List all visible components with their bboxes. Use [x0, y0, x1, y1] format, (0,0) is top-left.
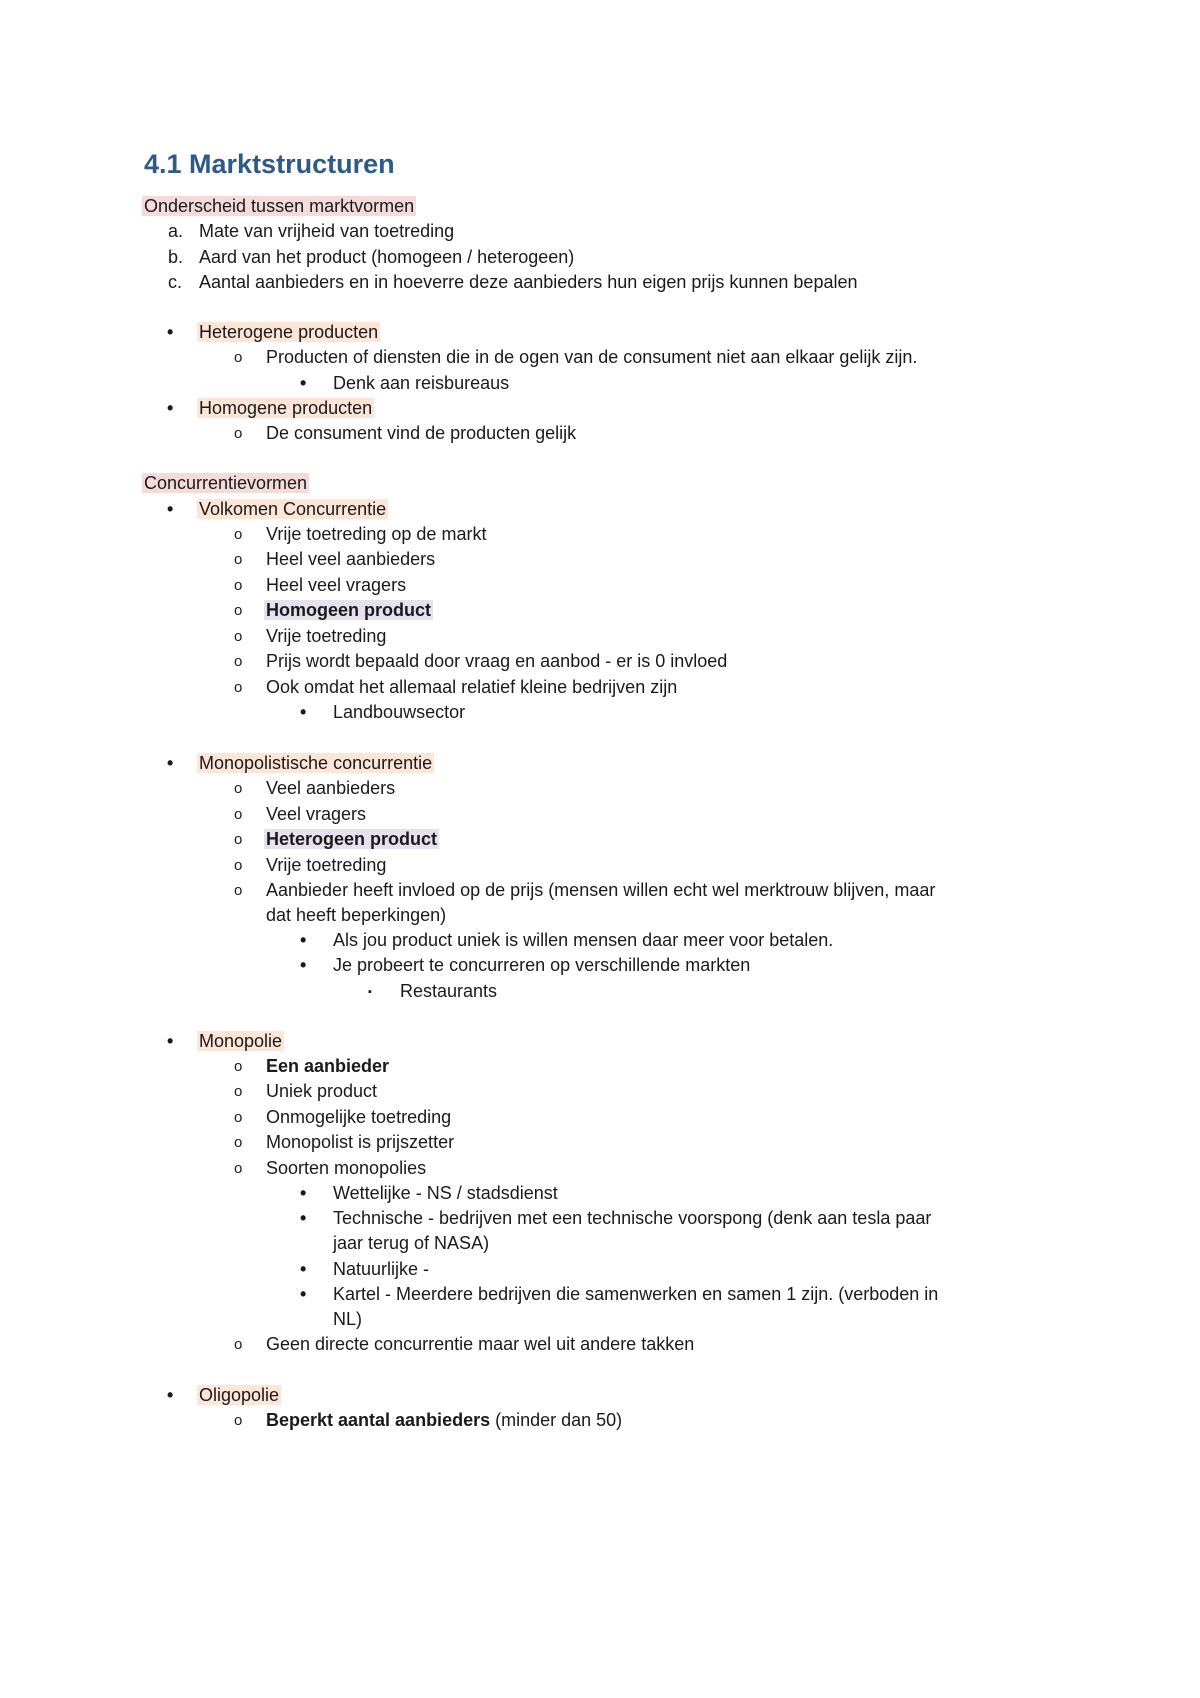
circle-marker: o: [234, 1109, 243, 1126]
circle-marker: o: [234, 1412, 243, 1429]
list-item: [0, 1407, 1200, 1434]
list-item: [0, 877, 1200, 904]
list-marker: a.: [168, 221, 184, 241]
topic-label: Monopolistische concurrentie: [199, 753, 433, 773]
section-heading-concurrentievormen: [144, 470, 309, 497]
bullet-marker: •: [167, 1385, 174, 1405]
highlighted-term: Homogeen product: [266, 600, 431, 620]
list-item-text: Aantal aanbieders en in hoeverre deze aanbieders hun eigen prijs kunnen bepalen: [199, 272, 858, 292]
list-item-text: Veel vragers: [266, 804, 367, 824]
circle-marker: o: [234, 526, 243, 543]
list-item-text: Heel veel aanbieders: [266, 549, 436, 569]
bullet-marker: •: [300, 1259, 307, 1279]
list-item: [0, 1256, 1200, 1283]
bullet-marker: •: [167, 499, 174, 519]
circle-marker: o: [234, 425, 243, 442]
highlighted-term: Heterogeen product: [266, 829, 438, 849]
list-item: [0, 420, 1200, 447]
list-item-text: Restaurants: [400, 981, 498, 1001]
circle-marker: o: [234, 349, 243, 366]
list-item-text: Denk aan reisbureaus: [333, 373, 510, 393]
list-item: [0, 852, 1200, 879]
list-item: [0, 952, 1200, 979]
circle-marker: o: [234, 628, 243, 645]
circle-marker: o: [234, 577, 243, 594]
list-item-continuation: [0, 902, 1200, 929]
list-item-text: Mate van vrijheid van toetreding: [199, 221, 455, 241]
list-item: [0, 699, 1200, 726]
list-item: [0, 244, 1200, 271]
list-item-continuation: [0, 1306, 1200, 1333]
list-item: [0, 269, 1200, 296]
bullet-marker: •: [300, 702, 307, 722]
list-item: [0, 674, 1200, 701]
list-item: [0, 1129, 1200, 1156]
list-item: [0, 521, 1200, 548]
list-item: [0, 826, 1200, 853]
list-item: [0, 572, 1200, 599]
list-item: [0, 1205, 1200, 1232]
list-item-text: De consument vind de producten gelijk: [266, 423, 577, 443]
topic-label: Oligopolie: [199, 1385, 280, 1405]
list-item-text: Een aanbieder: [266, 1056, 390, 1076]
list-item-text: Aard van het product (homogeen / heterogeen): [199, 247, 575, 267]
list-item-text: Heel veel vragers: [266, 575, 407, 595]
list-item-text: Ook omdat het allemaal relatief kleine bedrijven zijn: [266, 677, 678, 697]
bullet-marker: •: [300, 955, 307, 975]
list-item: [0, 1053, 1200, 1080]
circle-marker: o: [234, 653, 243, 670]
list-item-text: Onmogelijke toetreding: [266, 1107, 452, 1127]
circle-marker: o: [234, 831, 243, 848]
square-marker: ▪: [368, 986, 372, 998]
list-marker: c.: [168, 272, 183, 292]
list-item: [0, 344, 1200, 371]
term-detail: (minder dan 50): [490, 1410, 623, 1430]
circle-marker: o: [234, 679, 243, 696]
list-item: [0, 1180, 1200, 1207]
list-item: [0, 927, 1200, 954]
list-item-text: [266, 1407, 622, 1434]
list-item-text: Je probeert te concurreren op verschillende markten: [333, 955, 751, 975]
list-item: [0, 1281, 1200, 1308]
bullet-marker: •: [300, 1208, 307, 1228]
list-item: [0, 395, 1200, 422]
list-item: [0, 1028, 1200, 1055]
bullet-marker: •: [300, 373, 307, 393]
list-item-text: Monopolist is prijszetter: [266, 1132, 455, 1152]
bullet-marker: •: [300, 930, 307, 950]
list-item-text: Aanbieder heeft invloed op de prijs (mensen willen echt wel merktrouw blijven, maar: [266, 880, 936, 900]
bullet-marker: •: [167, 753, 174, 773]
list-item-continuation: [0, 1230, 1200, 1257]
list-item-text: dat heeft beperkingen): [266, 905, 447, 925]
list-item: [0, 546, 1200, 573]
circle-marker: o: [234, 806, 243, 823]
topic-label: Heterogene producten: [199, 322, 379, 342]
bullet-marker: •: [167, 1031, 174, 1051]
list-item: [0, 370, 1200, 397]
circle-marker: o: [234, 551, 243, 568]
list-item-text: NL): [333, 1309, 363, 1329]
page-title: 4.1 Marktstructuren: [144, 149, 395, 179]
list-item: [0, 648, 1200, 675]
list-item-text: jaar terug of NASA): [333, 1233, 490, 1253]
list-item-text: Prijs wordt bepaald door vraag en aanbod - er is 0 invloed: [266, 651, 728, 671]
list-item: [0, 1104, 1200, 1131]
circle-marker: o: [234, 1058, 243, 1075]
topic-label: Monopolie: [199, 1031, 283, 1051]
list-item-text: Soorten monopolies: [266, 1158, 427, 1178]
list-item-text: Vrije toetreding: [266, 626, 387, 646]
circle-marker: o: [234, 882, 243, 899]
list-item-text: Geen directe concurrentie maar wel uit andere takken: [266, 1334, 695, 1354]
list-item-text: Vrije toetreding: [266, 855, 387, 875]
circle-marker: o: [234, 602, 243, 619]
list-item: [0, 1078, 1200, 1105]
bullet-marker: •: [167, 322, 174, 342]
bullet-marker: •: [300, 1183, 307, 1203]
circle-marker: o: [234, 857, 243, 874]
list-item: [0, 1155, 1200, 1182]
list-item-text: Technische - bedrijven met een technische voorspong (denk aan tesla paar: [333, 1208, 932, 1228]
topic-label: Homogene producten: [199, 398, 373, 418]
section-heading-text: Concurrentievormen: [144, 473, 308, 493]
bullet-marker: •: [300, 1284, 307, 1304]
list-item-text: Landbouwsector: [333, 702, 466, 722]
section-heading-text: Onderscheid tussen marktvormen: [144, 196, 415, 216]
topic-label: Volkomen Concurrentie: [199, 499, 387, 519]
list-item: [0, 978, 1200, 1005]
circle-marker: o: [234, 1134, 243, 1151]
circle-marker: o: [234, 1160, 243, 1177]
circle-marker: o: [234, 1336, 243, 1353]
list-item: [0, 218, 1200, 245]
section-heading-marktvormen: [144, 193, 416, 220]
bullet-marker: •: [167, 398, 174, 418]
list-item-text: Natuurlijke -: [333, 1259, 430, 1279]
list-item: [0, 801, 1200, 828]
list-item: [0, 496, 1200, 523]
list-item: [0, 319, 1200, 346]
circle-marker: o: [234, 780, 243, 797]
list-item: [0, 597, 1200, 624]
list-item-text: Als jou product uniek is willen mensen daar meer voor betalen.: [333, 930, 834, 950]
circle-marker: o: [234, 1083, 243, 1100]
list-item: [0, 775, 1200, 802]
list-item-text: Veel aanbieders: [266, 778, 396, 798]
list-item-text: Uniek product: [266, 1081, 378, 1101]
list-item: [0, 1331, 1200, 1358]
bold-term: Beperkt aantal aanbieders: [266, 1410, 491, 1430]
list-item: [0, 623, 1200, 650]
list-item-text: Vrije toetreding op de markt: [266, 524, 487, 544]
list-item-text: Kartel - Meerdere bedrijven die samenwerken en samen 1 zijn. (verboden in: [333, 1284, 939, 1304]
list-item: [0, 750, 1200, 777]
list-item-text: Producten of diensten die in de ogen van de consument niet aan elkaar gelijk zijn.: [266, 347, 918, 367]
list-item: [0, 1382, 1200, 1409]
list-item-text: Wettelijke - NS / stadsdienst: [333, 1183, 558, 1203]
list-marker: b.: [168, 247, 184, 267]
